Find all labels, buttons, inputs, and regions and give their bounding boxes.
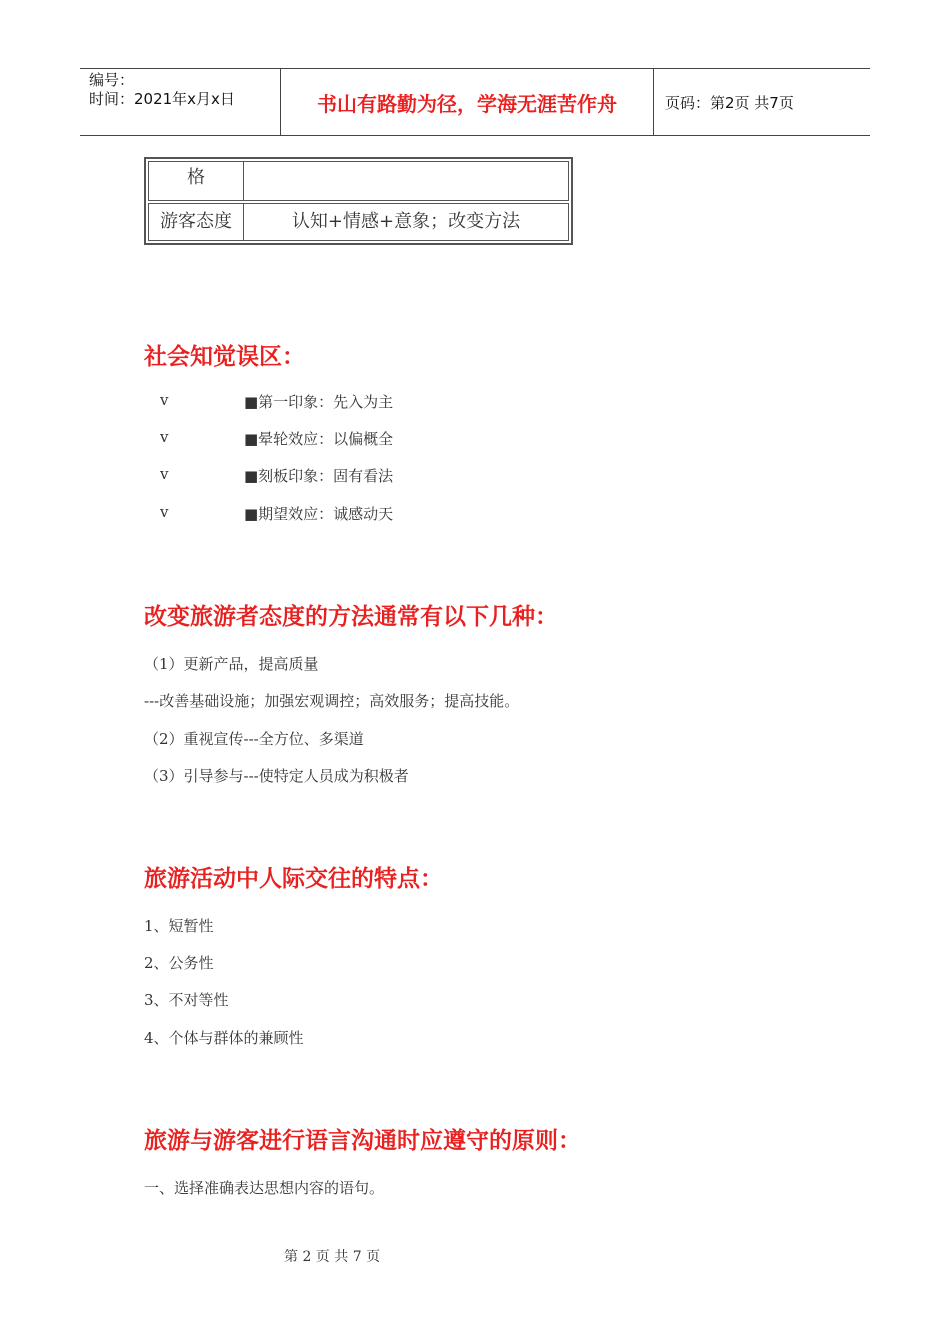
section-heading-language-principles: 旅游与游客进行语言沟通时应遵守的原则：	[144, 1127, 581, 1154]
bullet-marker: v	[160, 465, 169, 483]
time-label: 时间：2021年x月x日	[89, 90, 235, 108]
table-row	[148, 203, 569, 241]
page-header	[80, 68, 870, 136]
table-cell-label: 游客态度	[149, 204, 244, 240]
attitude-table	[144, 157, 573, 245]
list-item: ---改善基础设施；加强宏观调控；高效服务；提高技能。	[144, 692, 520, 710]
header-info	[80, 69, 281, 135]
bullet-marker: v	[160, 391, 169, 409]
table-cell-label: 格	[149, 162, 244, 200]
table-cell-value	[244, 162, 568, 200]
list-item: ■第一印象：先入为主	[244, 393, 394, 411]
section-heading-attitude-methods: 改变旅游者态度的方法通常有以下几种：	[144, 603, 558, 630]
list-item: 一、选择准确表达思想内容的语句。	[144, 1179, 385, 1197]
list-item: （2）重视宣传---全方位、多渠道	[144, 730, 364, 748]
section-heading-social-perception: 社会知觉误区：	[144, 343, 305, 370]
list-item: ■刻板印象：固有看法	[244, 467, 394, 485]
list-item: ■期望效应：诚感动天	[244, 505, 394, 523]
list-item: 1、短暂性	[144, 917, 214, 935]
page-footer: 第 2 页 共 7 页	[284, 1249, 381, 1265]
list-item: 4、个体与群体的兼顾性	[144, 1029, 304, 1047]
bullet-marker: v	[160, 428, 169, 446]
table-row	[148, 161, 569, 201]
bullet-marker: v	[160, 503, 169, 521]
list-item: ■晕轮效应：以偏概全	[244, 430, 394, 448]
list-item: （3）引导参与---使特定人员成为积极者	[144, 767, 409, 785]
table-cell-value: 认知+情感+意象；改变方法	[291, 211, 521, 232]
list-item: 2、公务性	[144, 954, 214, 972]
list-item: （1）更新产品，提高质量	[144, 655, 319, 673]
section-heading-interpersonal: 旅游活动中人际交往的特点：	[144, 865, 443, 892]
header-motto: 书山有路勤为径，学海无涯苦作舟	[281, 69, 654, 135]
list-item: 3、不对等性	[144, 991, 229, 1009]
header-page-label: 页码：第2页 共7页	[665, 93, 794, 112]
number-label: 编号：	[89, 71, 135, 89]
